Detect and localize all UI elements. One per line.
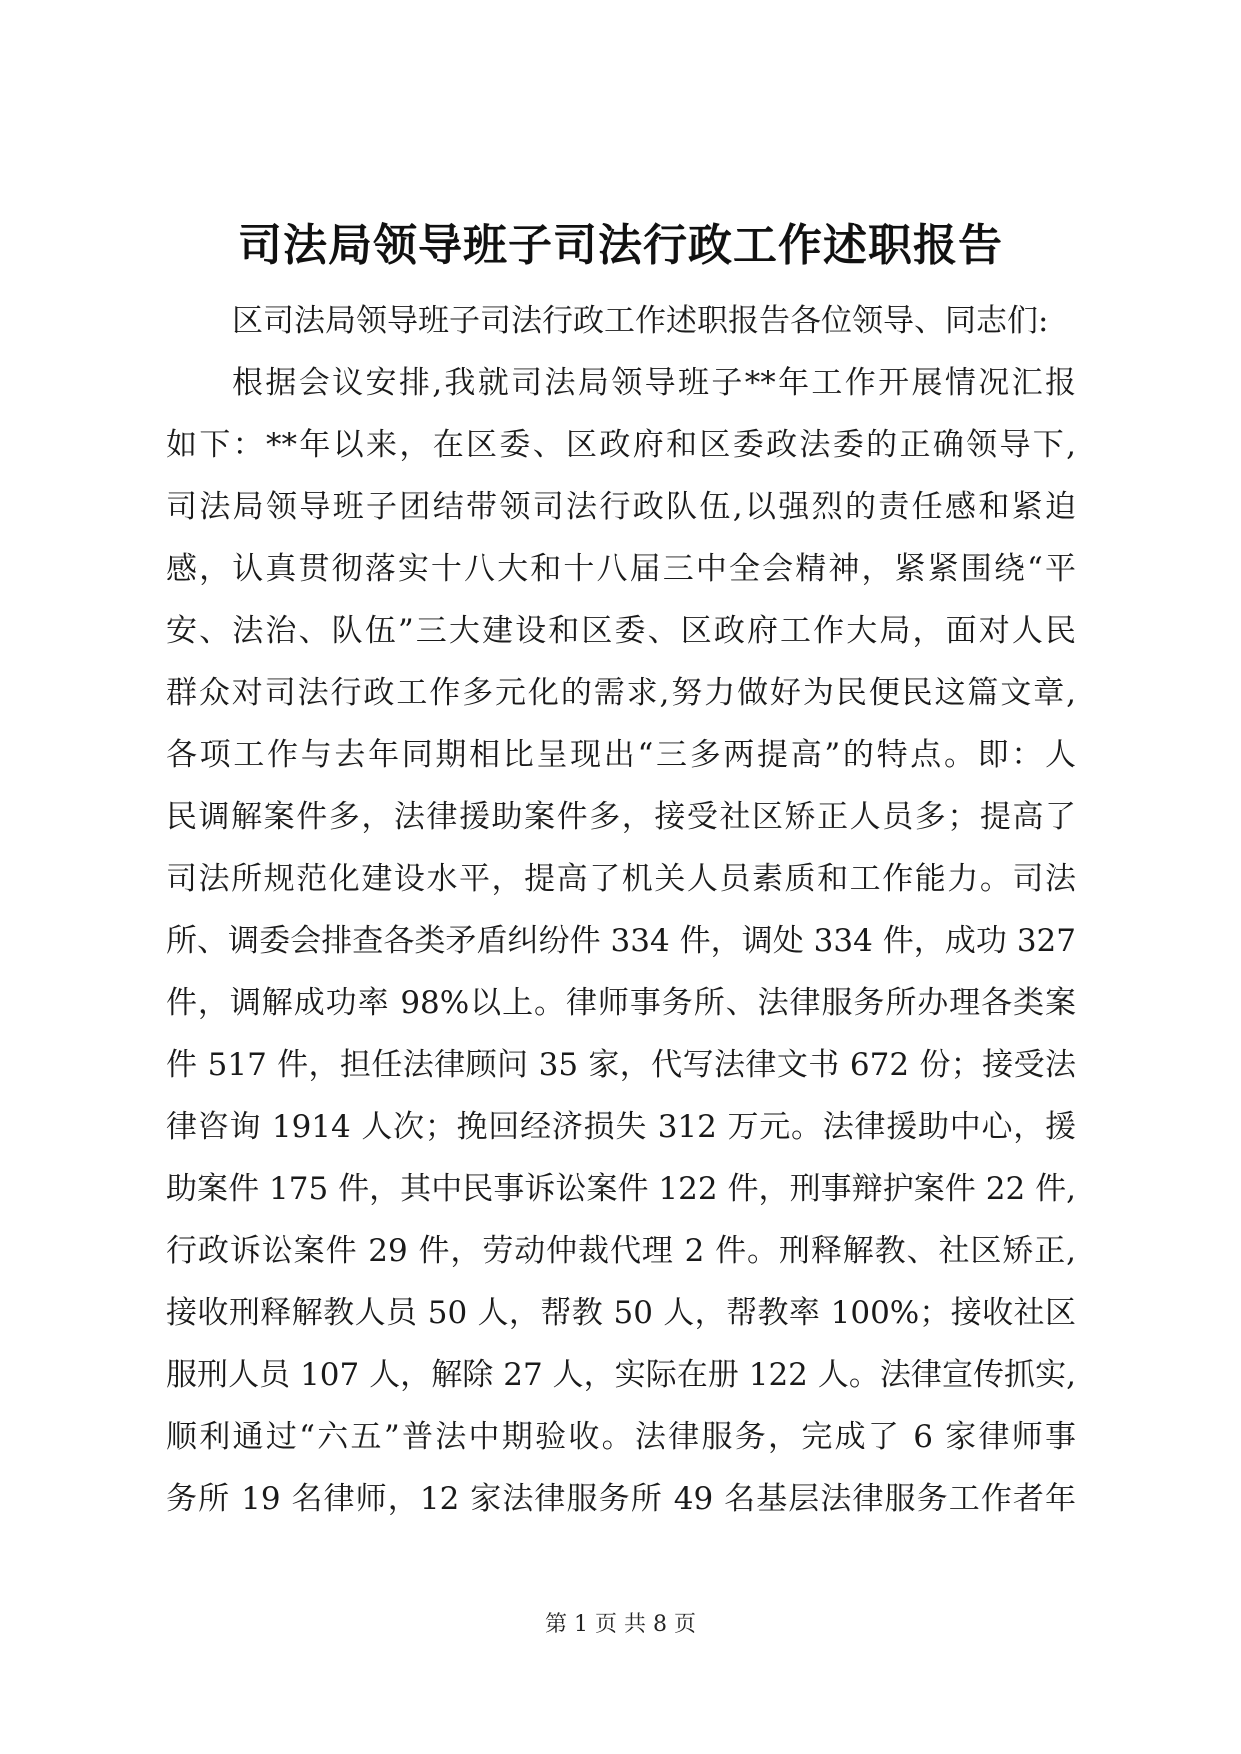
body-line: 根据会议安排,我就司法局领导班子**年工作开展情况汇报	[232, 365, 1076, 401]
body-line: 服刑人员 107 人，解除 27 人，实际在册 122 人。法律宣传抓实,	[166, 1357, 1076, 1393]
body-line: 如下：**年以来，在区委、区政府和区委政法委的正确领导下,	[166, 427, 1076, 463]
body-line: 民调解案件多，法律援助案件多，接受社区矫正人员多；提高了	[166, 799, 1076, 835]
body-line: 安、法治、队伍”三大建设和区委、区政府工作大局，面对人民	[166, 613, 1076, 649]
document-body	[166, 290, 1076, 1530]
body-line: 律咨询 1914 人次；挽回经济损失 312 万元。法律援助中心，援	[166, 1109, 1076, 1145]
body-line: 所、调委会排查各类矛盾纠纷件 334 件，调处 334 件，成功 327	[166, 923, 1076, 959]
body-line: 区司法局领导班子司法行政工作述职报告各位领导、同志们:	[232, 303, 1049, 339]
body-line: 接收刑释解教人员 50 人，帮教 50 人，帮教率 100%；接收社区	[166, 1295, 1076, 1331]
body-line: 各项工作与去年同期相比呈现出“三多两提高”的特点。即：人	[166, 737, 1076, 773]
page-number-footer: 第 1 页 共 8 页	[545, 1612, 696, 1637]
body-line: 务所 19 名律师，12 家法律服务所 49 名基层法律服务工作者年	[166, 1481, 1076, 1517]
document-title: 司法局领导班子司法行政工作述职报告	[238, 220, 1003, 271]
body-line: 件，调解成功率 98%以上。律师事务所、法律服务所办理各类案	[166, 985, 1076, 1021]
body-line: 群众对司法行政工作多元化的需求,努力做好为民便民这篇文章,	[166, 675, 1076, 711]
body-line: 感，认真贯彻落实十八大和十八届三中全会精神，紧紧围绕“平	[166, 551, 1076, 587]
body-line: 行政诉讼案件 29 件，劳动仲裁代理 2 件。刑释解教、社区矫正,	[166, 1233, 1076, 1269]
body-line: 顺利通过“六五”普法中期验收。法律服务，完成了 6 家律师事	[166, 1419, 1076, 1455]
body-line: 司法所规范化建设水平，提高了机关人员素质和工作能力。司法	[166, 861, 1076, 897]
body-line: 司法局领导班子团结带领司法行政队伍,以强烈的责任感和紧迫	[166, 489, 1076, 525]
body-line: 件 517 件，担任法律顾问 35 家，代写法律文书 672 份；接受法	[166, 1047, 1076, 1083]
body-line: 助案件 175 件，其中民事诉讼案件 122 件，刑事辩护案件 22 件,	[166, 1171, 1076, 1207]
